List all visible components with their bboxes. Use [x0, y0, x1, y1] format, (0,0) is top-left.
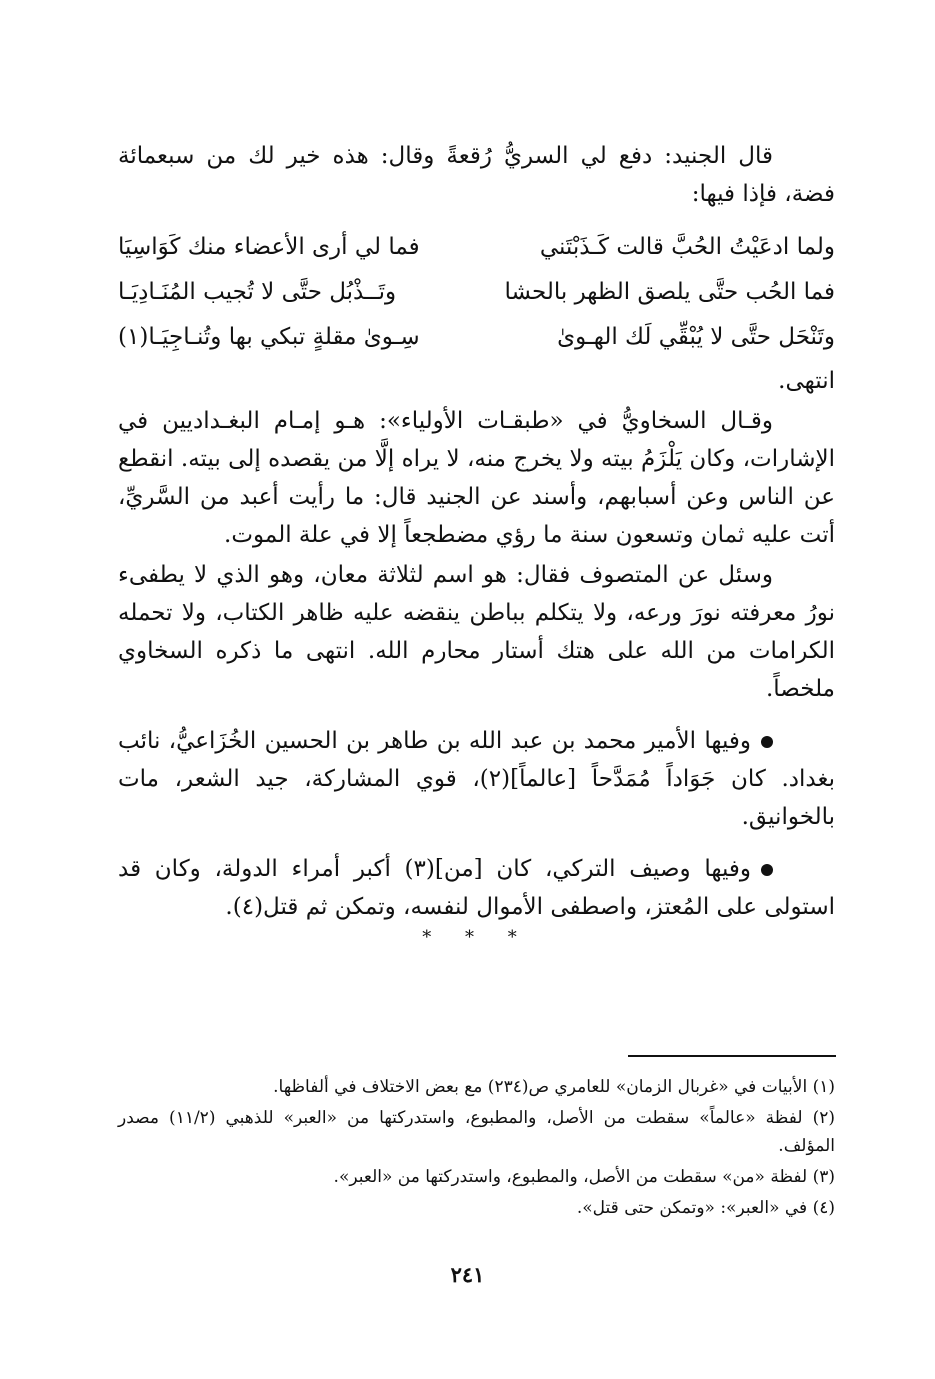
- verse-first-hemistich: فما الحُب حتَّى يلصق الظهر بالحشا: [504, 279, 835, 305]
- verse-first-hemistich: وتَنْحَل حتَّى لا يُبْقِّي لَك الهـوىٰ: [557, 324, 835, 350]
- verse-line: [118, 270, 835, 315]
- paragraph-end-marker: انتهى.: [778, 368, 835, 394]
- verse-second-hemistich: فما لي أرى الأعضاء منك كَوَاسِيَا: [118, 234, 420, 260]
- footnote-divider: [628, 1055, 836, 1057]
- paragraph-wasif-text: وفيها وصيف التركي، كان [من](٣) أكبر أمراء الدولة، وكان قد استولى على المُعتز، واصطفى الأموال لنفسه، وتمكن ثم قتل(٤).: [118, 856, 835, 920]
- paragraph-sufi: وسئل عن المتصوف فقال: هو اسم لثلاثة معان، وهو الذي لا يطفىء نورُ معرفته نورَ ورعه، ولا يتكلم بباطن ينقضه عليه ظاهر الكتاب، ولا تحمله الكرامات من الله على هتك أستار محارم الله. انتهى ما ذكره السخاوي ملخصاً.: [118, 562, 835, 702]
- bullet-icon: [761, 736, 773, 748]
- paragraph-sakhawi: وقـال السخاويُّ في «طبقـات الأولياء»: هـو إمـام البغـداديين في الإشارات، وكان يَلْزَمُ بيته ولا يخرج منه، لا يراه إلَّا من يقصده إلى بيته. انقطع عن الناس وعن أسبابهم، وأسند عن الجنيد قال: ما رأيت أعبد من السَّريِّ، أتت عليه ثمان وتسعون سنة ما رؤي مضطجعاً إلا في علة الموت.: [118, 408, 835, 548]
- bullet-icon: [761, 864, 773, 876]
- paragraph-amir: [118, 722, 835, 836]
- paragraph-junayd: قال الجنيد: دفع لي السريُّ رُقعةً وقال: هذه خير لك من سبعمائة فضة، فإذا فيها:: [118, 143, 835, 207]
- main-text: [118, 137, 835, 950]
- verse-second-hemistich: سِـوىٰ مقلةٍ تبكي بها وتُنـاجِيَـا(١): [118, 324, 420, 350]
- paragraph-amir-text: وفيها الأمير محمد بن عبد الله بن طاهر بن الحسين الخُزَاعيُّ، نائب بغداد. كان جَوَاداً مُمَدَّحاً [عالماً](٢)، قوي المشاركة، جيد الشعر، مات بالخوانيق.: [118, 728, 836, 830]
- verse-second-hemistich: وتَــذْبُل حتَّى لا تُجيب المُنَـادِيَـا: [118, 279, 397, 305]
- footnote: (٣) لفظة «من» سقطت من الأصل، والمطبوع، واستدركتها من «العبر».: [333, 1167, 835, 1187]
- poem-verses: [118, 225, 835, 360]
- page-number: ٢٤١: [450, 1262, 485, 1287]
- footnote: (١) الأبيات في «غربال الزمان» للعامري ص(٢٣٤) مع بعض الاختلاف في ألفاظها.: [273, 1077, 835, 1097]
- footnote: (٤) في «العبر»: «وتمكن حتى قتل».: [576, 1198, 835, 1218]
- verse-line: [118, 225, 835, 270]
- footnotes: [118, 1073, 835, 1225]
- section-separator: * * *: [422, 927, 531, 948]
- paragraph-wasif: [118, 850, 835, 926]
- verse-first-hemistich: ولما ادعَيْتُ الحُبَّ قالت كَـذَبْتَني: [539, 234, 835, 260]
- verse-line: [118, 315, 835, 360]
- footnote: (٢) لفظة «عالماً» سقطت من الأصل، والمطبوع، واستدركتها من «العبر» للذهبي (١١/٢) مصدر المؤلف.: [118, 1108, 835, 1156]
